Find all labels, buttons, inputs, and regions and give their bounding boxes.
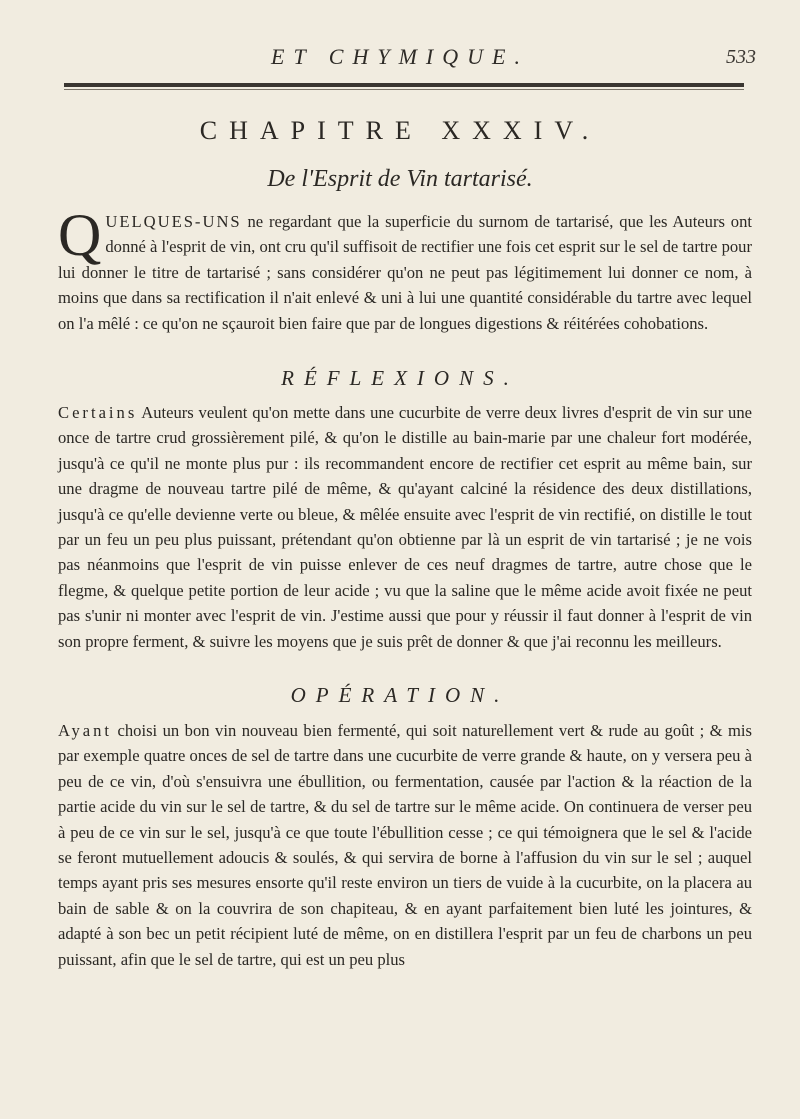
header-rule — [64, 83, 744, 87]
chapter-heading: CHAPITRE XXXIV. — [199, 116, 601, 145]
header-rule-thin — [64, 89, 744, 90]
operation-paragraph — [58, 718, 752, 972]
chapter-subtitle: De l'Esprit de Vin tartarisé. — [267, 166, 533, 192]
reflexions-heading: RÉFLEXIONS. — [281, 366, 519, 390]
operation-lead-word: Ayant — [58, 721, 113, 740]
operation-heading: OPÉRATION. — [290, 683, 510, 707]
drop-cap: Q — [58, 202, 102, 268]
reflexions-lead-word: Certains — [58, 403, 138, 422]
reflexions-paragraph — [58, 400, 752, 654]
operation-text: choisi un bon vin nouveau bien fermenté, qui soit naturellement vert & rude au goût ; & mis par exemple quatre onces de sel de tartre dans une cucurbite de verre grande & haute, on y versera peu à peu de ce vin, d'où s'ensuivra une ébullition, ou fermentation, causée par l'action & la réaction de la partie acide du vin sur le sel de tartre, & du sel de tartre sur le même acide. On continuera de verser peu à peu de ce vin sur le sel, jusqu'à ce que toute l'ébullition cesse ; ce qui témoignera que le sel & l'acide se feront mutuellement adoucis & soulés, & qui servira de borne à l'affusion du vin sur le sel ; auquel temps ayant pris ses mesures ensorte qu'il reste environ un tiers de vuide à la cucurbite, on la placera au bain de sable & on la couvrira de son chapiteau, & en ayant parfaitement bien luté les jointures, & adapté à son bec un petit récipient luté de même, on en distillera l'esprit par un feu de charbons un peu puissant, afin que le sel de tartre, qui est un peu plus — [58, 721, 752, 969]
reflexions-text: Auteurs veulent qu'on mette dans une cucurbite de verre deux livres d'esprit de vin sur une once de tartre crud grossièrement pilé, & qu'on le distille au bain-marie par une chaleur fort modérée, jusqu'à ce qu'il ne monte plus pur : ils recommandent encore de rectifier cet esprit au même bain, sur une dragme de nouveau tartre pilé de même, & qu'ayant calciné la résidence des deux distillations, jusqu'à ce qu'elle devienne verte ou bleue, & mêlée ensuite avec l'esprit de vin rectifié, on distille le tout par un feu un peu plus puissant, prétendant qu'on obtienne par là un esprit de vin tartarisé ; je ne vois pas néanmoins que l'esprit de vin puisse enlever de ces neuf dragmes de tartre, autre chose que le flegme, & quelque petite portion de leur acide ; vu que la saline que le même acide avoit fixée ne peut pas s'unir ni monter avec l'esprit de vin. J'estime aussi que pour y réussir il faut donner à l'esprit de vin son propre ferment, & suivre les moyens que je suis prêt de donner & que j'ai reconnu les meilleurs. — [58, 403, 752, 651]
intro-paragraph — [58, 202, 752, 336]
intro-lead-word: UELQUES-UNS — [105, 212, 242, 231]
running-head: ET CHYMIQUE. — [271, 44, 529, 69]
page-number: 533 — [726, 46, 756, 68]
intro-text: ne regardant que la superficie du surnom de tartarisé, que les Auteurs ont donné à l'esprit de vin, ont cru qu'il suffisoit de rectifier une fois cet esprit sur le sel de tartre pour lui donner le titre de tartarisé ; sans considérer qu'on ne peut pas légitimement lui donner ce nom, à moins que dans sa rectification il n'ait enlevé & uni à lui une quantité considérable du tartre avec lequel on l'a mêlé : ce qu'on ne sçauroit bien faire que par de longues digestions & réitérées cohobations. — [58, 212, 752, 333]
